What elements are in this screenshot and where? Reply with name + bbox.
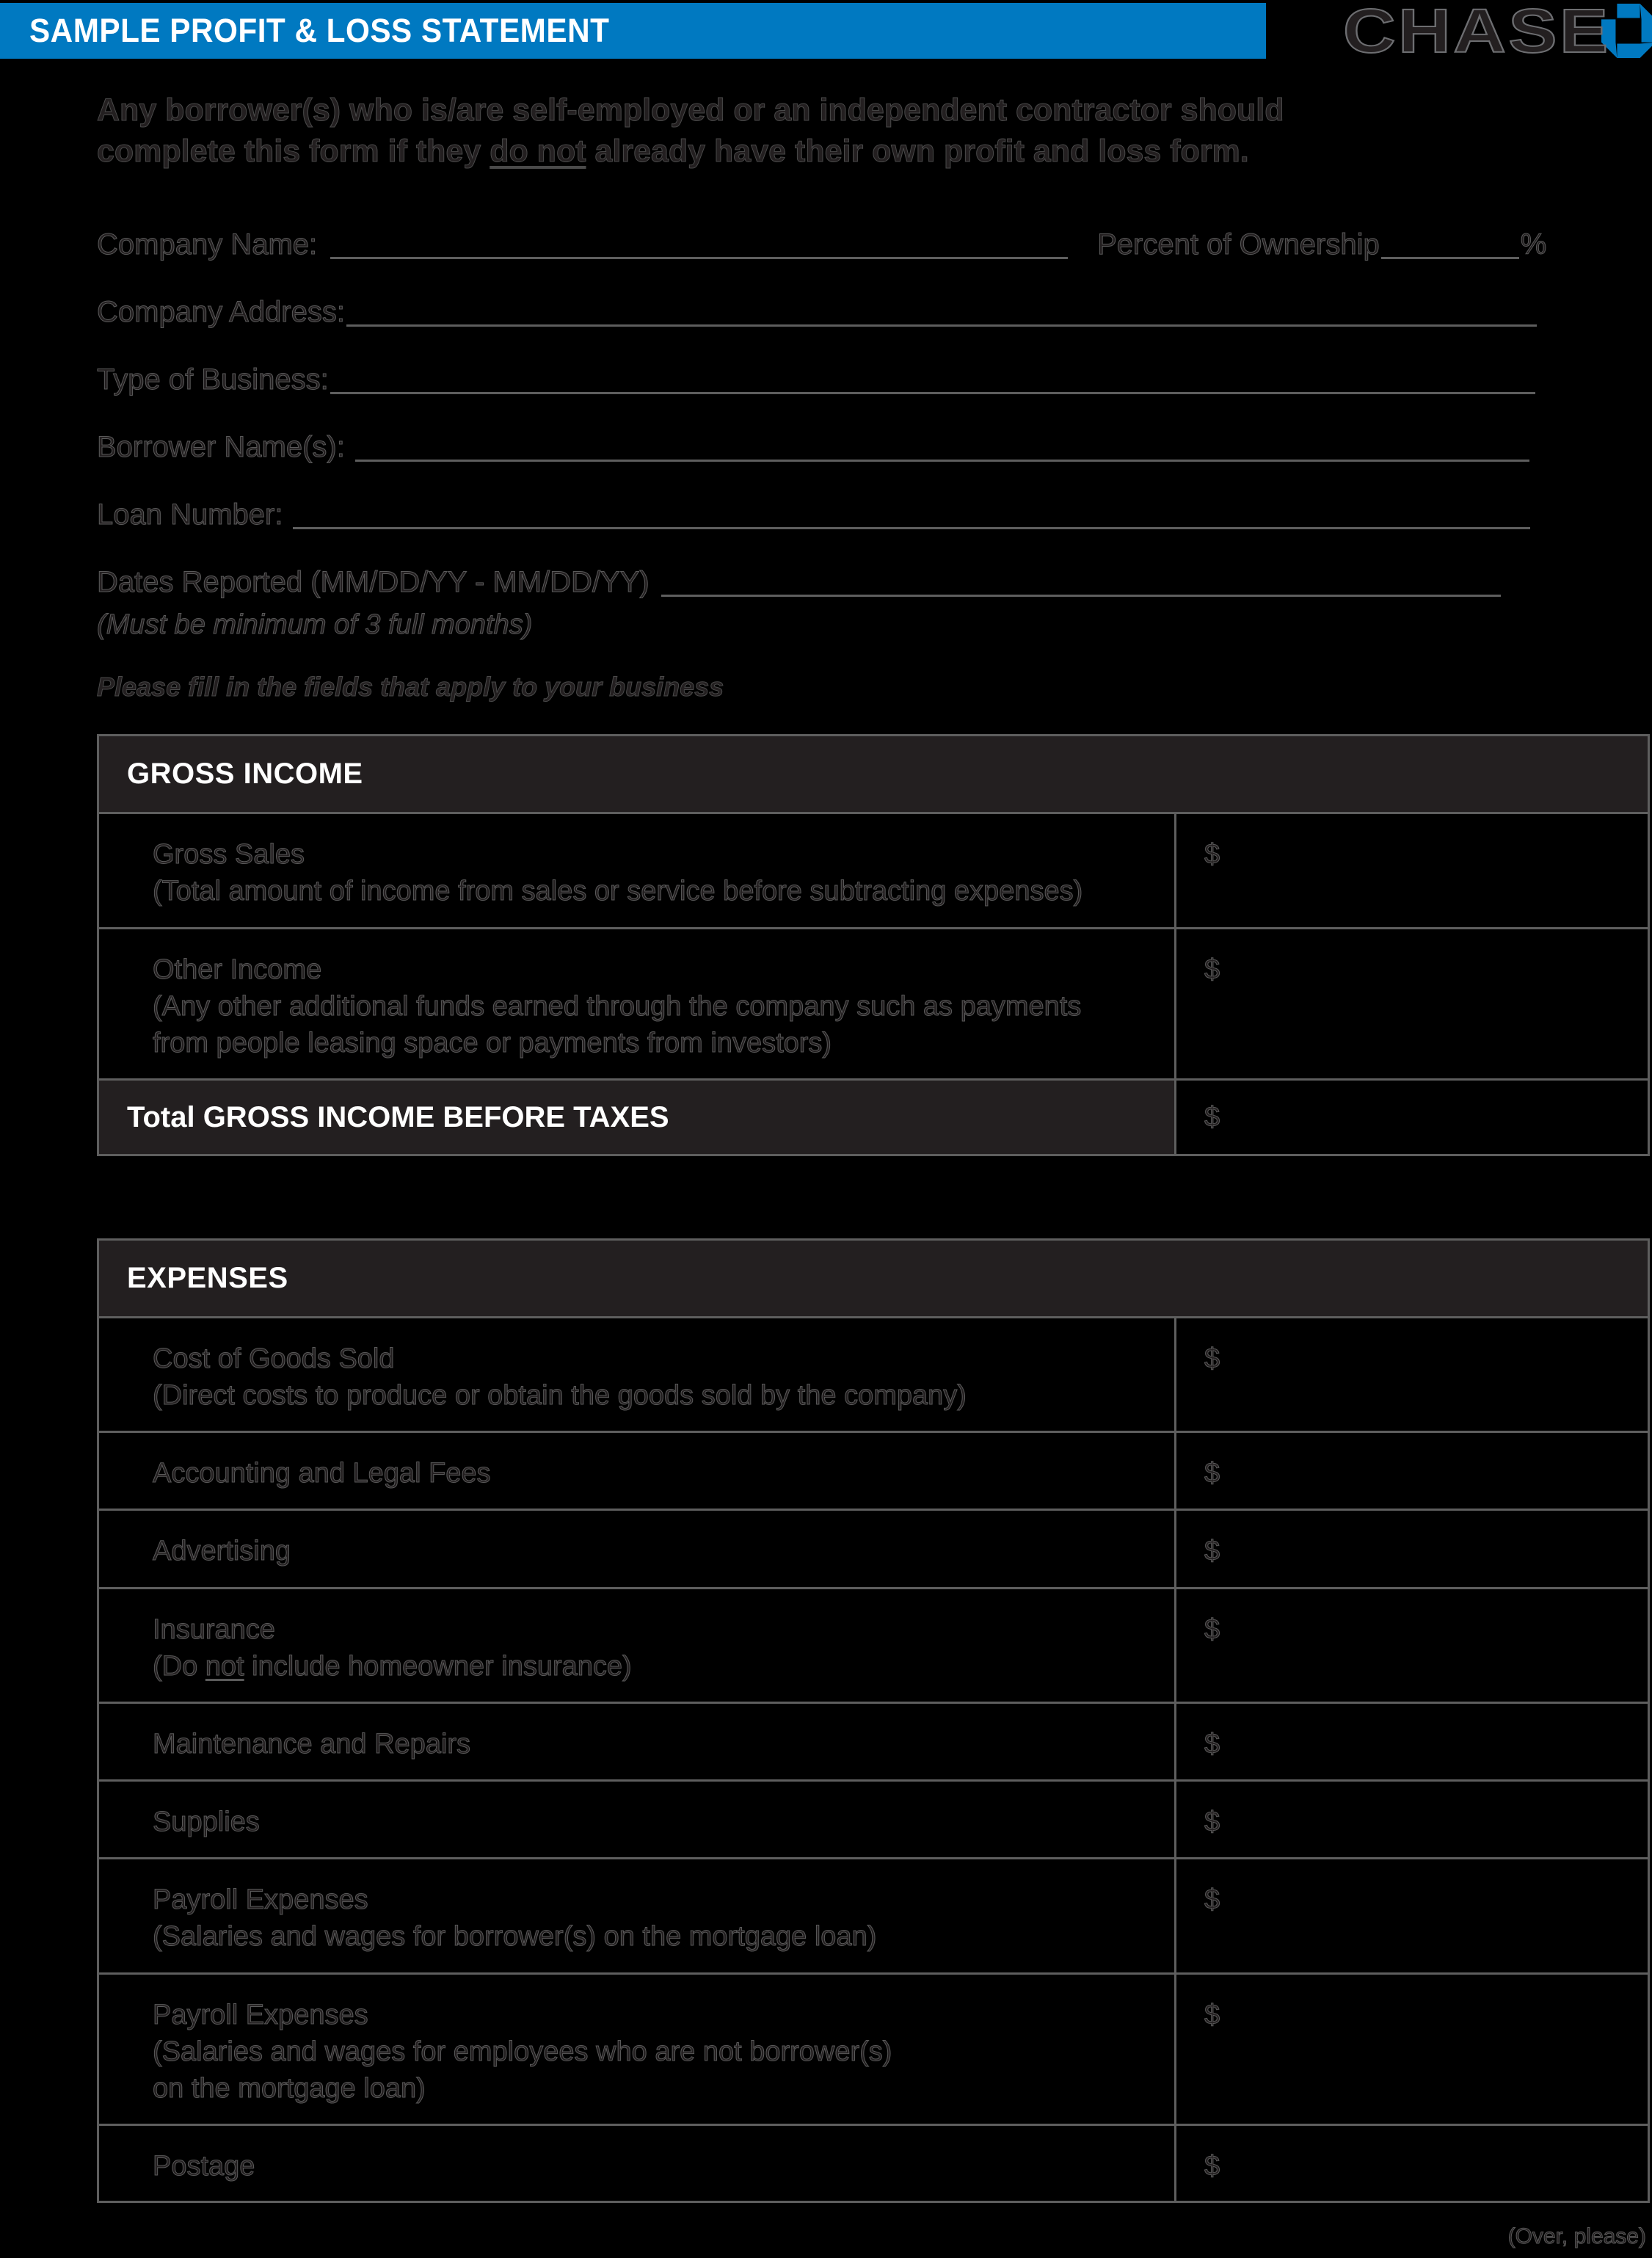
sublabel-emphasis: not (205, 1651, 244, 1682)
intro-text: complete this form if they (97, 134, 490, 169)
payroll-employees-amount-input[interactable] (1227, 1997, 1597, 2030)
dollar-icon: $ (1204, 2151, 1220, 2182)
chase-logo (1343, 0, 1652, 65)
cost-of-goods-description (99, 1318, 1176, 1431)
gross-income-header (97, 734, 1650, 812)
dates-reported-row (97, 562, 1501, 598)
maintenance-amount-input[interactable] (1227, 1726, 1597, 1759)
other-income-description (99, 929, 1176, 1078)
total-gross-income-input[interactable] (1227, 1101, 1597, 1134)
supplies-amount-cell[interactable] (1176, 1782, 1648, 1857)
borrower-names-label: Borrower Name(s): (97, 431, 345, 463)
borrower-names-row (97, 426, 1529, 463)
sublabel-text: (Do (153, 1651, 205, 1682)
title-bar (0, 3, 1266, 59)
dates-reported-label: Dates Reported (MM/DD/YY - MM/DD/YY) (97, 566, 649, 598)
dollar-icon: $ (1204, 1458, 1220, 1489)
maintenance-description (99, 1704, 1176, 1779)
company-address-input[interactable] (346, 325, 1540, 357)
company-name-label: Company Name: (97, 228, 318, 261)
table-row (97, 1316, 1650, 1431)
page-title: SAMPLE PROFIT & LOSS STATEMENT (29, 12, 610, 49)
table-row (97, 1587, 1650, 1702)
row-label: Advertising (153, 1536, 291, 1567)
dollar-icon: $ (1204, 1343, 1220, 1374)
borrower-names-field[interactable] (355, 460, 1529, 462)
row-sublabel (153, 1648, 1174, 1685)
row-sublabel: (Total amount of income from sales or service before subtracting expenses) (153, 876, 1083, 907)
company-address-label: Company Address: (97, 296, 345, 328)
table-row (97, 1509, 1650, 1587)
postage-description (99, 2126, 1176, 2201)
table-row (97, 1431, 1650, 1509)
total-gross-income-amount-cell[interactable] (1176, 1081, 1648, 1154)
company-address-row (97, 291, 1537, 328)
insurance-amount-cell[interactable] (1176, 1589, 1648, 1702)
dollar-icon: $ (1204, 1884, 1220, 1915)
other-income-amount-cell[interactable] (1176, 929, 1648, 1078)
intro-line-2 (97, 131, 1433, 172)
gross-income-section (97, 734, 1650, 1156)
over-please-note: (Over, please) (1507, 2224, 1646, 2248)
payroll-employees-amount-cell[interactable] (1176, 1975, 1648, 2124)
borrower-names-input[interactable] (355, 460, 1532, 493)
table-row (97, 1702, 1650, 1779)
row-sublabel: (Any other additional funds earned through the company such as payments (153, 991, 1082, 1022)
payroll-borrowers-amount-input[interactable] (1227, 1881, 1597, 1914)
percent-ownership-input[interactable] (1381, 258, 1522, 290)
payroll-borrowers-description (99, 1859, 1176, 1972)
cost-of-goods-amount-input[interactable] (1227, 1340, 1597, 1373)
dollar-icon: $ (1204, 1729, 1220, 1760)
expenses-section (97, 1238, 1650, 2203)
dates-reported-field[interactable] (661, 595, 1501, 597)
dollar-icon: $ (1204, 1536, 1220, 1567)
accounting-legal-description (99, 1433, 1176, 1509)
payroll-borrowers-amount-cell[interactable] (1176, 1859, 1648, 1972)
intro-emphasis: do not (490, 134, 586, 169)
advertising-description (99, 1511, 1176, 1587)
dollar-icon: $ (1204, 839, 1220, 870)
supplies-description (99, 1782, 1176, 1857)
brand-wordmark: CHASE (1343, 0, 1611, 65)
total-gross-income-label: Total GROSS INCOME BEFORE TAXES (127, 1101, 669, 1133)
dollar-icon: $ (1204, 1102, 1220, 1133)
loan-number-label: Loan Number: (97, 498, 283, 531)
dollar-icon: $ (1204, 1807, 1220, 1837)
row-label: Payroll Expenses (153, 2000, 368, 2030)
row-sublabel: (Salaries and wages for employees who are not borrower(s) (153, 2036, 892, 2067)
percent-ownership-label: Percent of Ownership (1097, 228, 1380, 261)
gross-sales-amount-cell[interactable] (1176, 814, 1648, 927)
gross-sales-description (99, 814, 1176, 927)
table-row (97, 812, 1650, 927)
dollar-icon: $ (1204, 2000, 1220, 2030)
cost-of-goods-amount-cell[interactable] (1176, 1318, 1648, 1431)
total-gross-income-label-cell (99, 1081, 1176, 1154)
row-sublabel: from people leasing space or payments from investors) (153, 1028, 832, 1059)
dollar-icon: $ (1204, 954, 1220, 985)
company-name-row (97, 224, 1546, 261)
row-label: Payroll Expenses (153, 1884, 368, 1915)
percent-sign: % (1520, 228, 1547, 261)
gross-income-title: GROSS INCOME (127, 758, 363, 790)
minimum-months-note: (Must be minimum of 3 full months) (97, 609, 533, 640)
advertising-amount-input[interactable] (1227, 1533, 1597, 1566)
intro-text: already have their own profit and loss form. (586, 134, 1249, 169)
total-gross-income-row (97, 1078, 1650, 1156)
table-row (97, 1857, 1650, 1972)
table-row (97, 1972, 1650, 2124)
table-row (97, 927, 1650, 1078)
advertising-amount-cell[interactable] (1176, 1511, 1648, 1587)
row-label: Postage (153, 2151, 255, 2182)
fill-instruction-note: Please fill in the fields that apply to your business (97, 672, 724, 702)
maintenance-amount-cell[interactable] (1176, 1704, 1648, 1779)
other-income-amount-input[interactable] (1227, 951, 1597, 984)
supplies-amount-input[interactable] (1227, 1804, 1597, 1837)
type-of-business-field[interactable] (330, 392, 1535, 394)
type-of-business-label: Type of Business: (97, 363, 329, 396)
loan-number-field[interactable] (293, 527, 1530, 529)
dollar-icon: $ (1204, 1614, 1220, 1645)
company-name-field[interactable] (330, 257, 1068, 259)
insurance-description (99, 1589, 1176, 1702)
row-label: Insurance (153, 1614, 275, 1645)
type-of-business-row (97, 359, 1535, 396)
row-sublabel: (Salaries and wages for borrower(s) on the mortgage loan) (153, 1921, 877, 1952)
insurance-amount-input[interactable] (1227, 1611, 1597, 1644)
accounting-legal-amount-input[interactable] (1227, 1455, 1597, 1488)
row-label: Supplies (153, 1807, 260, 1837)
gross-sales-amount-input[interactable] (1227, 836, 1597, 869)
payroll-employees-description (99, 1975, 1176, 2124)
row-sublabel: on the mortgage loan) (153, 2073, 426, 2104)
company-name-input[interactable] (330, 258, 1071, 290)
row-label: Accounting and Legal Fees (153, 1458, 491, 1489)
intro-paragraph (97, 90, 1433, 172)
loan-number-row (97, 494, 1530, 531)
sublabel-text: include homeowner insurance) (244, 1651, 632, 1682)
row-label: Other Income (153, 954, 322, 985)
row-label: Cost of Goods Sold (153, 1343, 395, 1374)
expenses-title: EXPENSES (127, 1262, 288, 1294)
expenses-header (97, 1238, 1650, 1316)
row-sublabel: (Direct costs to produce or obtain the goods sold by the company) (153, 1380, 967, 1411)
percent-ownership-field[interactable] (1381, 257, 1519, 259)
intro-line-1: Any borrower(s) who is/are self-employed or an independent contractor should (97, 92, 1284, 128)
type-of-business-input[interactable] (330, 393, 1538, 425)
table-row (97, 1779, 1650, 1857)
accounting-legal-amount-cell[interactable] (1176, 1433, 1648, 1509)
loan-number-input[interactable] (293, 528, 1533, 560)
postage-amount-input[interactable] (1227, 2148, 1597, 2181)
table-row (97, 2124, 1650, 2203)
dates-reported-input[interactable] (661, 595, 1504, 628)
row-label: Gross Sales (153, 839, 305, 870)
postage-amount-cell[interactable] (1176, 2126, 1648, 2201)
company-address-field[interactable] (346, 324, 1537, 327)
row-label: Maintenance and Repairs (153, 1729, 471, 1760)
